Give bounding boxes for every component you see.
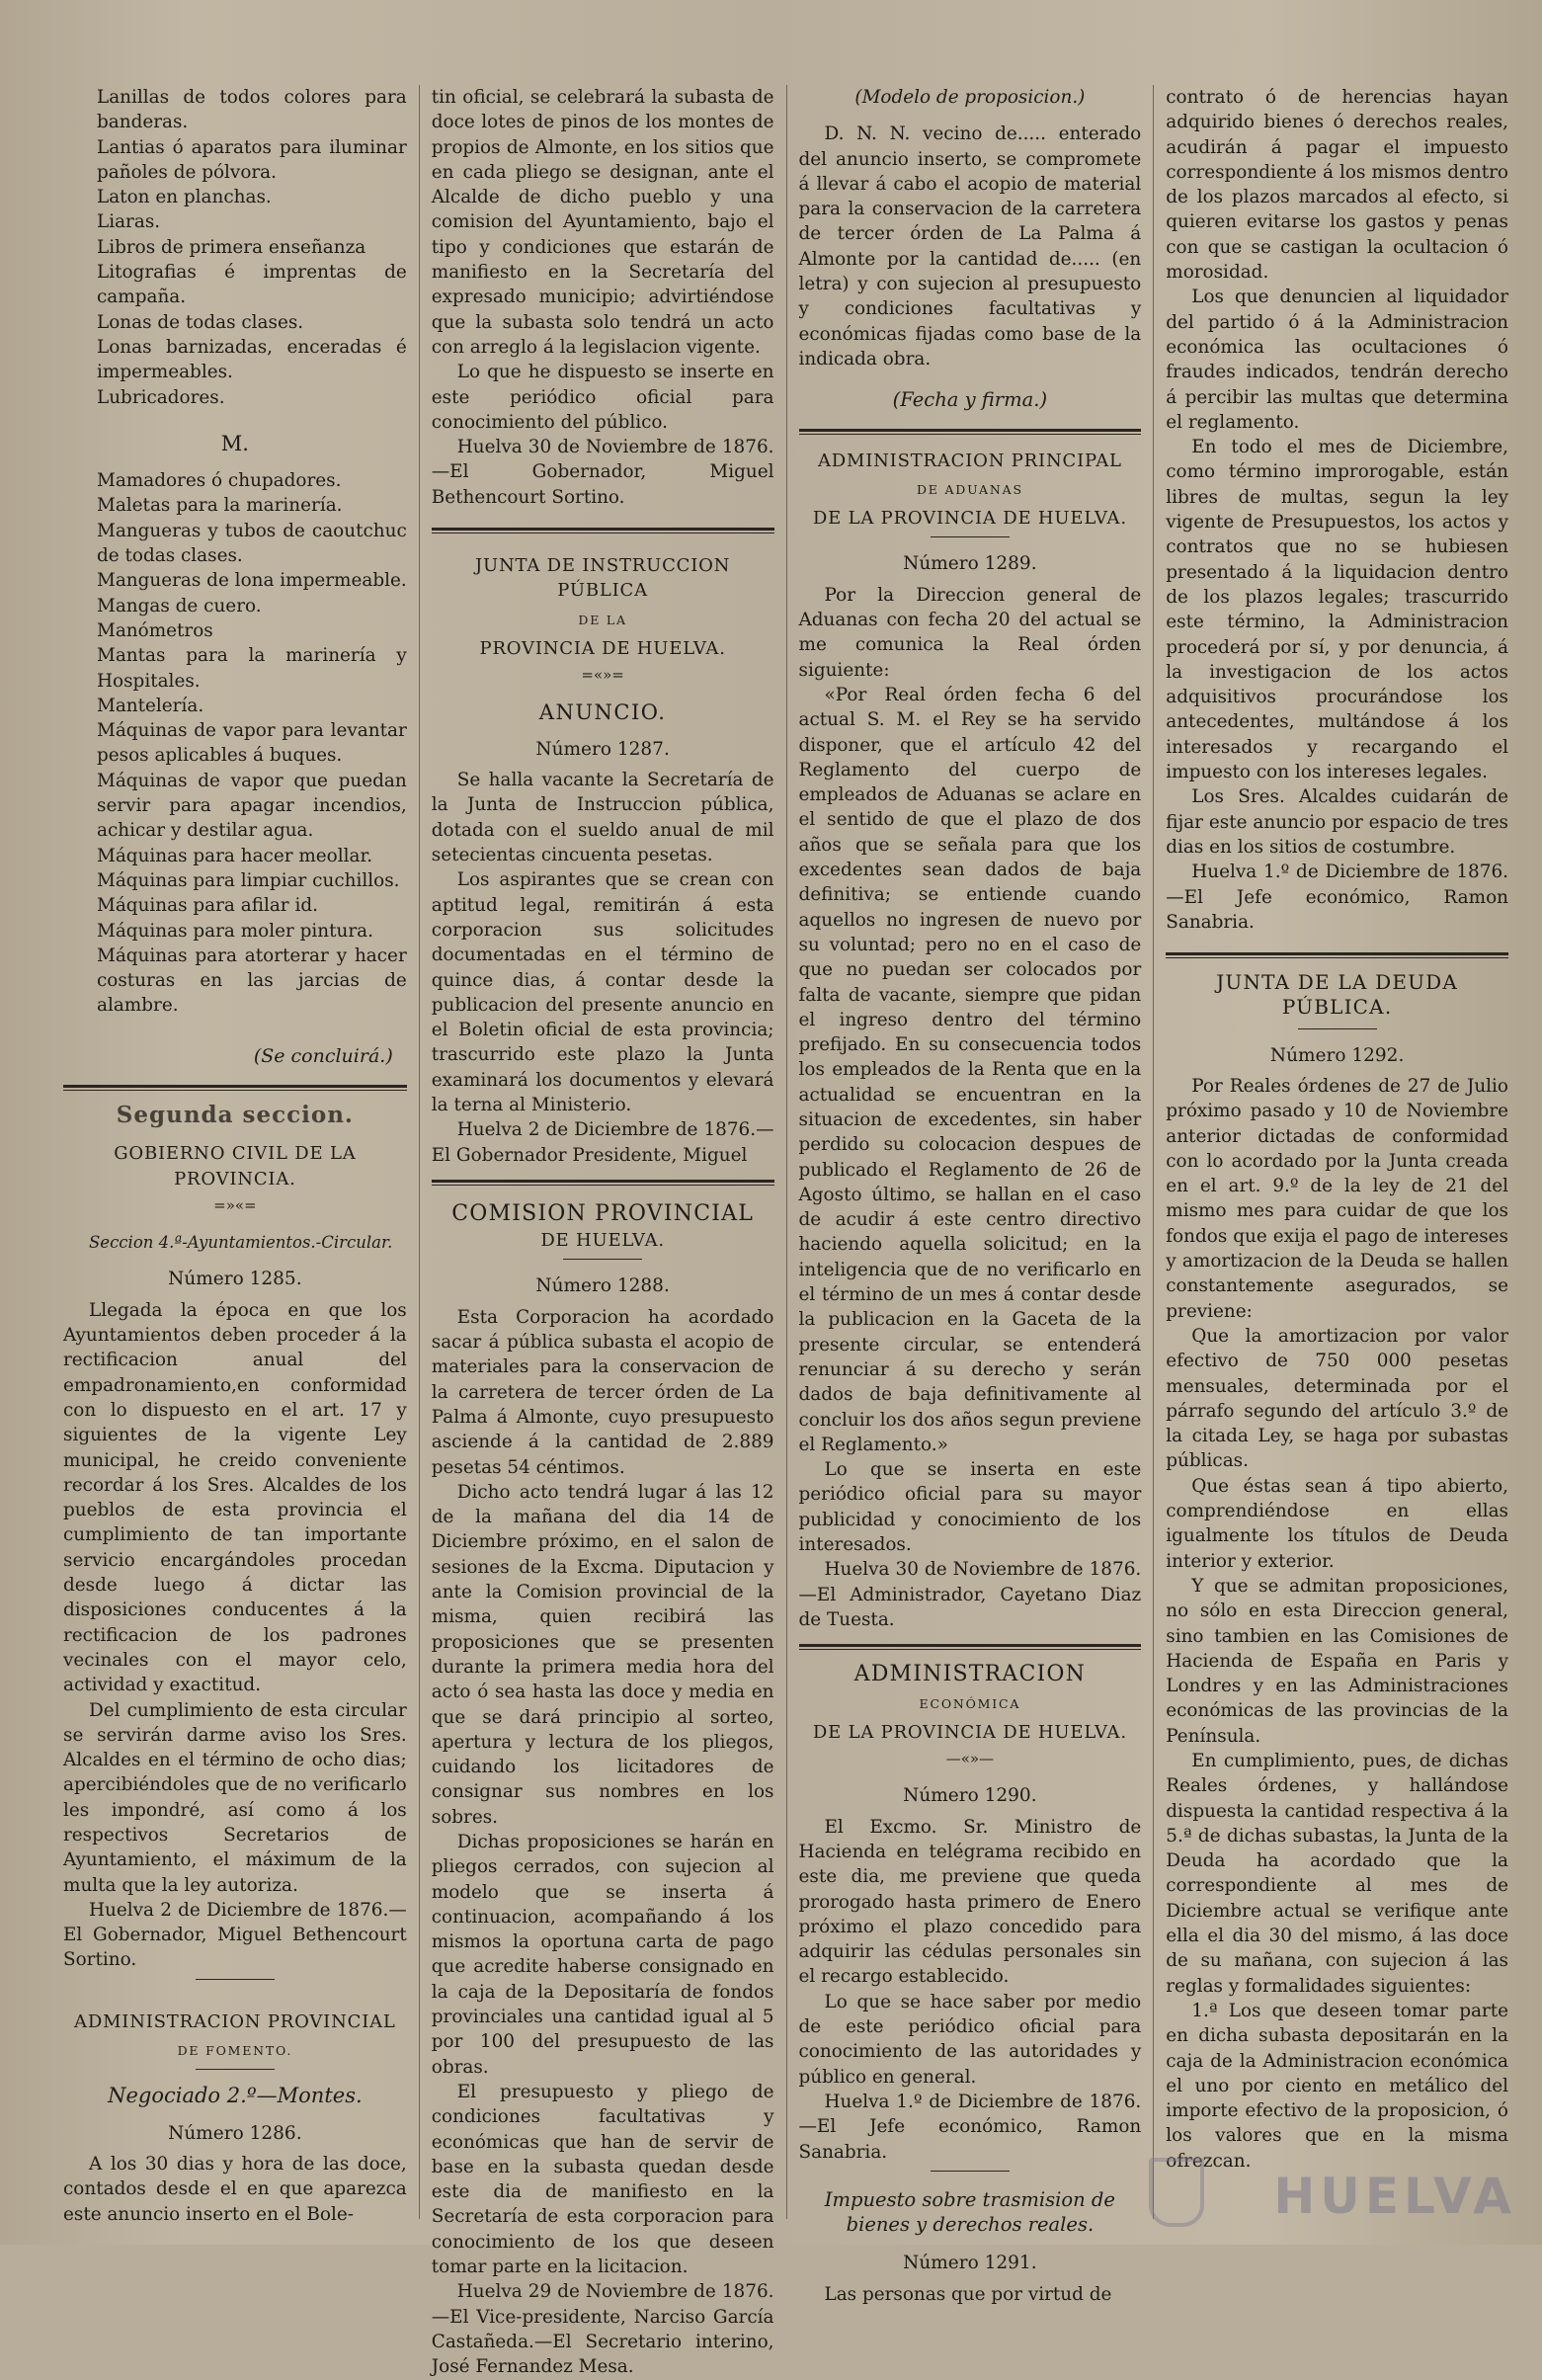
junta-heading: JUNTA DE INSTRUCCION PÚBLICA (474, 555, 731, 602)
paragraph: «Por Real órden fecha 6 del actual S. M. el Rey se ha servido disponer, que el artículo 42 del Reglamento del cuerpo de empleados de Aduanas se aclare en el sentido de que el plazo de dos años que se señala para que los excedentes sean dados de baja definitiva; se entiende cuando aquellos no ingresen de nuevo por su voluntad; pero no en el caso de que no puedan ser colocados por falta de vacante, siempre que pidan el ingreso dentro del término prefijado. En su consecuencia todos los empleados de la Renta que en la actualidad se encuentran en la situacion de excedentes, sin haber perdido su colocacion despues de publicado el Reglamento de 26 de Agosto último, se hallan en el caso de acudir á este centro directivo haciendo aquella solicitud; en la inteligencia que de no verificarlo en el término de un mes á contar desde la publicacion en la Gaceta de la presente circular, se entenderá renunciar á su derecho y serán dados de baja definitivamente al concluir los dos años segun previene el Reglamento.» (798, 684, 1142, 1455)
short-rule (931, 536, 1010, 537)
list-item: Lonas de todas clases. (97, 311, 304, 333)
column-4 (1153, 85, 1520, 2219)
list-item: Mangas de cuero. (97, 595, 262, 616)
comision-heading-2: DE HUELVA. (540, 1230, 665, 1252)
aduanas-heading: ADMINISTRACION PRINCIPAL (817, 450, 1122, 471)
junta-heading-2: PROVINCIA DE HUELVA. (479, 637, 726, 659)
fecha-firma: (Fecha y firma.) (892, 388, 1048, 412)
notice-number: Número 1286. (168, 2122, 302, 2144)
paragraph: Por la Direccion general de Aduanas con fecha 20 del actual se me comunica la Real órden siguiente: (798, 584, 1142, 681)
paragraph: El Excmo. Sr. Ministro de Hacienda en telégrama recibido en este dia, me previene que queda prorogado hasta primero de Enero próximo el plazo concedido para adquirir las cédulas personales sin el recargo establecido. (798, 1816, 1142, 1988)
list-m (63, 468, 407, 1019)
section-subtitle: Seccion 4.ª-Ayuntamientos.-Circular. (89, 1233, 393, 1253)
ornament: —«»— (945, 1750, 995, 1768)
columns (51, 85, 1520, 2378)
notice-number: Número 1285. (168, 1269, 302, 1290)
impuesto-heading: Impuesto sobre trasmision de bienes y derechos reales. (824, 2187, 1115, 2237)
comision-heading: COMISION PROVINCIAL (451, 1200, 755, 1226)
list-item: Máquinas de vapor para levantar pesos aplicables á buques. (97, 720, 407, 767)
paragraph: Dichas proposiciones se harán en pliegos cerrados, con sujecion al modelo que se inserta á continuacion, acompañando á los mismos la oportuna carta de pago que acredite haberse consignado en la caja de la Depositaría de fondos provinciales una cantidad igual al 5 por 100 del presupuesto de las obras. (431, 1832, 774, 2078)
notice-number: Número 1288. (535, 1275, 670, 1297)
paragraph: En todo el mes de Diciembre, como término improrogable, están libres de multas, segun la ley vigente de Presupuestos, los actos y contratos que no se hubiesen presentado á la liquidacion dentro de los plazos legales; trascurrido este término, la Administracion procederá por sí, y por denuncia, á la investigacion de los actos adquisitivos procurándose los antecedentes, multándose á los interesados y recargando el impuesto con los intereses legales. (1166, 437, 1508, 783)
list-item: Lonas barnizadas, enceradas é impermeables. (97, 336, 407, 383)
signature: Huelva 1.º de Diciembre de 1876. —El Jefe económico, Ramon Sanabria. (798, 2091, 1142, 2163)
paragraph: contrato ó de herencias hayan adquirido bienes ó derechos reales, acudirán á pagar el impuesto correspondiente á los mismos dentro de los plazos marcados al efecto, si quieren evitarse los gastos y penas con que se castigan la ocultacion ó morosidad. (1166, 87, 1508, 284)
list-item: Mantas para la marinería y Hospitales. (97, 645, 407, 692)
signature: Huelva 1.º de Diciembre de 1876. —El Jefe económico, Ramon Sanabria. (1166, 862, 1508, 933)
economica-heading-2: DE LA PROVINCIA DE HUELVA. (812, 1721, 1127, 1743)
short-rule (196, 1979, 275, 1980)
double-rule (799, 1644, 1142, 1650)
column-1 (51, 85, 419, 2225)
notice-number: Número 1292. (1269, 1044, 1405, 1066)
list-item: Liaras. (97, 211, 161, 233)
letter-heading: M. (220, 431, 249, 455)
gobierno-heading: GOBIERNO CIVIL DE LA PROVINCIA. (114, 1143, 357, 1190)
short-rule (931, 2171, 1010, 2172)
paragraph: tin oficial, se celebrará la subasta de doce lotes de pinos de los montes de propios de Almonte, en los sitios que en cada pliego se designan, ante el Alcalde de dicho pueblo y una comision del Ayuntamiento, bajo el tipo y condiciones que estarán de manifiesto en la Secretaría del expresado municipio; advirtiéndose que la subasta solo tendrá un acto con arreglo á la legislacion vigente. (431, 87, 774, 358)
aduanas-sub: DE ADUANAS (916, 481, 1023, 497)
signature: Huelva 29 de Noviembre de 1876. —El Vice-presidente, Narciso García Castañeda.—El Secretario interino, José Fernandez Mesa. (431, 2281, 774, 2378)
economica-heading: ADMINISTRACION (853, 1662, 1087, 1687)
ornament: =»«= (213, 1195, 257, 1214)
paragraph: Lo que se hace saber por medio de este periódico oficial para conocimiento de las autoridades y público en general. (798, 1991, 1142, 2088)
list-item: Mangueras y tubos de caoutchuc de todas clases. (97, 520, 407, 567)
paragraph: Lo que se inserta en este periódico oficial para su mayor publicidad y conocimiento de los interesados. (798, 1459, 1142, 1556)
list-item: Máquinas de vapor que puedan servir para apagar incendios, achicar y destilar agua. (97, 770, 407, 842)
paragraph: Esta Corporacion ha acordado sacar á pública subasta el acopio de materiales para la conservacion de la carretera de tercer órden de La Palma á Almonte, cuyo presupuesto asciende á la cantidad de 2.889 pesetas 54 céntimos. (431, 1306, 774, 1478)
short-rule (196, 2069, 275, 2070)
junta-sub: DE LA (578, 612, 627, 627)
list-item: Máquinas para hacer meollar. (97, 845, 373, 866)
paragraph: Lo que he dispuesto se inserte en este periódico oficial para conocimiento del público. (431, 362, 774, 433)
paragraph: El presupuesto y pliego de condiciones facultativas y económicas que han de servir de base en la subasta quedan desde este dia de manifiesto en la Secretaría de esta corporacion para conocimiento de los que deseen tomar parte en la licitacion. (431, 2081, 774, 2278)
list-item: Mantelería. (97, 695, 204, 716)
aduanas-heading-2: DE LA PROVINCIA DE HUELVA. (812, 508, 1127, 530)
double-rule (1166, 952, 1508, 958)
paragraph: Por Reales órdenes de 27 de Julio próximo pasado y 10 de Noviembre anterior dictadas de conformidad con lo acordado por la Junta creada en el art. 9.º de la ley de 21 del mismo mes para cuidar de que los fondos que exija el pago de intereses y amortizacion de la Deuda se hallen constantemente asegurados, se previene: (1166, 1075, 1508, 1322)
economica-sub: ECONÓMICA (919, 1695, 1021, 1711)
paragraph: Las personas que por virtud de (824, 2283, 1112, 2305)
paragraph: Llegada la época en que los Ayuntamientos deben proceder á la rectificacion anual del empadronamiento,en conformidad con lo dispuesto en el art. 17 y siguientes de la vigente Ley municipal, he creido conveniente recordar á los Sres. Alcaldes de los pueblos de esta provincia el cumplimiento de tan importante servicio encargándoles procedan desde luego á dictar las disposiciones conducentes á la rectificacion de los padrones vecinales con el mayor celo, actividad y exactitud. (63, 1299, 407, 1696)
modelo-heading: (Modelo de proposicion.) (854, 87, 1086, 108)
column-3 (786, 85, 1154, 2305)
deuda-heading: JUNTA DE LA DEUDA PÚBLICA. (1216, 970, 1459, 1020)
notice-number: Número 1290. (903, 1785, 1037, 1807)
list-item: Laton en planchas. (97, 187, 272, 208)
anuncio-heading: ANUNCIO. (538, 699, 667, 724)
short-rule (1298, 1028, 1377, 1029)
list-item: Litografias é imprentas de campaña. (97, 262, 407, 308)
archive-watermark: HUELVA (1273, 2168, 1516, 2225)
double-rule (432, 528, 774, 533)
short-rule (563, 1259, 642, 1260)
paragraph: Los aspirantes que se crean con aptitud legal, remitirán á esta corporacion sus solicitudes documentadas en el término de quince dias, á contar desde la publicacion del presente anuncio en el Boletin oficial de esta provincia; trascurrido este plazo la Junta examinará los documentos y elevará la terna al Ministerio. (431, 869, 774, 1115)
paragraph: Los que denuncien al liquidador del partido ó á la Administracion económica las ocultaciones ó fraudes indicados, tendrán derecho á percibir las multas que determina el reglamento. (1166, 287, 1508, 433)
double-rule (799, 429, 1142, 435)
signature: Huelva 30 de Noviembre de 1876.—El Gobernador, Miguel Bethencourt Sortino. (431, 437, 774, 508)
double-rule (432, 1180, 774, 1186)
paragraph: 1.ª Los que deseen tomar parte en dicha subasta depositarán en la caja de la Administracion económica el uno por ciento en metálico del importe efectivo de la proposicion, ó los valores que en la misma ofrezcan. (1166, 2000, 1508, 2172)
list-l (63, 85, 407, 410)
list-item: Libros de primera enseñanza (97, 236, 366, 258)
paragraph: Del cumplimiento de esta circular se servirán darme aviso los Sres. Alcaldes en el término de ocho dias; apercibiéndoles que de no verificarlo les impondré, así como á los respectivos Secretarios de Ayuntamiento, el máximum de la multa que la ley autoriza. (63, 1699, 407, 1896)
column-2 (419, 85, 786, 2378)
paragraph: D. N. N. vecino de..... enterado del anuncio inserto, se compromete á llevar á cabo el acopio de material para la conservacion de la carretera de tercer órden de La Palma á Almonte por la cantidad de..... (en letra) y con sujecion al presupuesto y condiciones facultativas y económicas fijadas como base de la indicada obra. (798, 123, 1142, 369)
paragraph: Dicho acto tendrá lugar á las 12 de la mañana del dia 14 de Diciembre próximo, en el salon de sesiones de la Excma. Diputacion y ante la Comision provincial de la misma, quien recibirá las proposiciones que se presenten durante la primera media hora del acto ó sea hasta las doce y media en que se dará principio al sorteo, apertura y lectura de los pliegos, cuidando los licitadores de consignar sus nombres en los sobres. (431, 1481, 774, 1828)
paragraph: En cumplimiento, pues, de dichas Reales órdenes, y hallándose dispuesta la cantidad respectiva á la 5.ª de dichas subastas, la Junta de la Deuda ha acordado que la correspondiente al mes de Diciembre actual se verifique ante ella el dia 30 del mismo, á las doce de su mañana, con sujecion á las reglas y formalidades siguientes: (1166, 1751, 1508, 1997)
signature: Huelva 2 de Diciembre de 1876.—El Gobernador Presidente, Miguel (431, 1119, 774, 1166)
list-item: Manómetros (97, 619, 213, 641)
double-rule (63, 1085, 407, 1091)
list-item: Mangueras de lona impermeable. (97, 570, 407, 592)
paragraph: A los 30 dias y hora de las doce, contados desde el en que aparezca este anuncio inserto en el Bole- (63, 2153, 407, 2225)
shield-icon (1149, 2158, 1204, 2227)
continuation-note: (Se concluirá.) (253, 1044, 393, 1067)
list-item: Lanillas de todos colores para banderas. (97, 87, 407, 133)
list-item: Máquinas para afilar id. (97, 895, 318, 917)
notice-number: Número 1287. (535, 738, 670, 760)
list-item: Máquinas para limpiar cuchillos. (97, 869, 400, 891)
notice-number: Número 1291. (903, 2253, 1037, 2274)
list-item: Maletas para la marinería. (97, 495, 343, 517)
fomento-subheading: DE FOMENTO. (177, 2043, 293, 2059)
paragraph: Los Sres. Alcaldes cuidarán de fijar este anuncio por espacio de tres dias en los sitios de costumbre. (1166, 786, 1508, 858)
list-item: Lantias ó aparatos para iluminar pañoles de pólvora. (97, 136, 407, 183)
list-item: Lubricadores. (97, 386, 225, 408)
paragraph: Que la amortizacion por valor efectivo de 750 000 pesetas mensuales, determinada por el párrafo segundo del artículo 3.º de la citada Ley, se haga por subastas públicas. (1166, 1325, 1508, 1472)
list-item: Máquinas para atorterar y hacer costuras en las jarcias de alambre. (97, 944, 407, 1017)
notice-number: Número 1289. (903, 553, 1037, 575)
section-title: Segunda seccion. (116, 1101, 354, 1128)
paragraph: Se halla vacante la Secretaría de la Junta de Instruccion pública, dotada con el sueldo anual de mil setecientas cincuenta pesetas. (431, 770, 774, 866)
list-item: Mamadores ó chupadores. (97, 470, 342, 492)
paragraph: Y que se admitan proposiciones, no sólo en esta Direccion general, sino tambien en las Comisiones de Hacienda de España en Paris y Londres y en las Administraciones económicas de las provincias de la Península. (1166, 1575, 1508, 1747)
list-item: Máquinas para moler pintura. (97, 920, 373, 942)
signature: Huelva 30 de Noviembre de 1876. —El Administrador, Cayetano Diaz de Tuesta. (798, 1559, 1142, 1630)
signature: Huelva 2 de Diciembre de 1876.—El Gobernador, Miguel Bethencourt Sortino. (63, 1899, 407, 1971)
fomento-heading: ADMINISTRACION PROVINCIAL (74, 2011, 396, 2032)
ornament: =«»= (581, 666, 624, 685)
negociado-heading: Negociado 2.º—Montes. (108, 2084, 363, 2108)
paragraph: Que éstas sean á tipo abierto, comprendiéndose en ellas igualmente los títulos de Deuda interior y exterior. (1166, 1475, 1508, 1572)
